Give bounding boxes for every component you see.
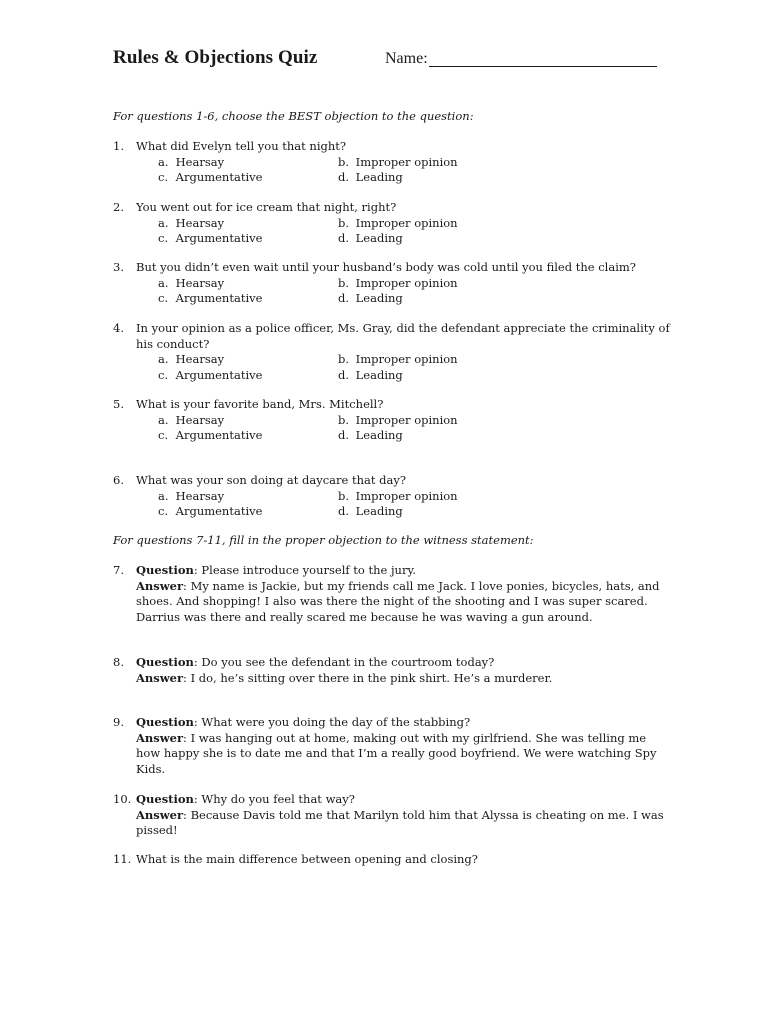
option-letter: c. <box>158 504 169 518</box>
question-text: : What were you doing the day of the stabbing? <box>193 715 471 729</box>
question-text: What did Evelyn tell you that night? <box>136 139 347 153</box>
answer-line <box>136 579 673 626</box>
answer-text: : I do, he’s sitting over there in the pink shirt. He’s a murderer. <box>183 670 553 685</box>
option-letter: d. <box>338 504 350 518</box>
option-d <box>338 368 403 384</box>
option-c <box>158 504 262 520</box>
option-letter: c. <box>158 170 169 184</box>
option-letter: b. <box>338 352 350 366</box>
question-body <box>136 655 673 686</box>
option-label: Argumentative <box>175 231 263 245</box>
question-line <box>136 715 673 731</box>
option-label: Leading <box>355 428 403 442</box>
question-label: Question <box>136 655 194 669</box>
option-a <box>158 352 224 368</box>
answer-text: : Because Davis told me that Marilyn told him that Alyssa is cheating on me. I was pissed! <box>136 807 664 837</box>
option-letter: b. <box>338 275 350 290</box>
option-letter: b. <box>338 154 350 169</box>
question-number: 1. <box>113 139 124 153</box>
option-d <box>338 428 403 444</box>
question-6 <box>113 473 673 520</box>
option-label: Argumentative <box>175 367 263 382</box>
option-label: Improper opinion <box>355 215 458 230</box>
question-10 <box>113 792 673 839</box>
option-a <box>158 413 224 429</box>
question-line <box>136 792 673 808</box>
answer-line <box>136 808 673 839</box>
question-label: Question <box>136 792 194 806</box>
option-b <box>338 413 458 429</box>
answer-text: : I was hanging out at home, making out with my girlfriend. She was telling me how happy she is to date me and that I’m a really good boyfriend. We were watching Spy Kids. <box>136 730 657 776</box>
question-text: What is the main difference between opening and closing? <box>136 852 478 866</box>
question-number: 6. <box>113 473 124 487</box>
option-label: Improper opinion <box>355 275 458 290</box>
option-label: Argumentative <box>175 504 263 518</box>
question-number: 7. <box>113 563 124 577</box>
option-b <box>338 155 458 171</box>
option-d <box>338 291 403 307</box>
question-label: Question <box>136 715 194 729</box>
section1-instruction: For questions 1-6, choose the BEST objection to the question: <box>113 109 474 123</box>
question-text: What was your son doing at daycare that day? <box>136 473 407 487</box>
option-c <box>158 231 262 247</box>
option-d <box>338 231 403 247</box>
page-title: Rules & Objections Quiz <box>113 47 318 68</box>
question-text: But you didn’t even wait until your husband’s body was cold until you filed the claim? <box>136 260 636 274</box>
option-letter: b. <box>338 215 350 230</box>
question-body <box>136 792 673 839</box>
option-letter: c. <box>158 231 169 245</box>
option-label: Leading <box>355 231 403 245</box>
option-letter: c. <box>158 291 169 305</box>
option-label: Hearsay <box>175 488 225 503</box>
options <box>158 155 673 186</box>
question-number: 11. <box>113 852 132 866</box>
question-text: : Do you see the defendant in the courtroom today? <box>193 655 495 669</box>
option-letter: a. <box>158 352 169 366</box>
option-c <box>158 291 262 307</box>
option-a <box>158 276 224 292</box>
question-3 <box>113 260 673 307</box>
option-b <box>338 489 458 505</box>
option-c <box>158 368 262 384</box>
question-9 <box>113 715 673 777</box>
options <box>158 489 673 520</box>
option-label: Hearsay <box>175 412 225 427</box>
option-letter: d. <box>338 170 350 184</box>
question-11 <box>113 852 673 868</box>
option-letter: d. <box>338 428 350 442</box>
question-text: : Why do you feel that way? <box>193 792 355 806</box>
section2-instruction: For questions 7-11, fill in the proper objection to the witness statement: <box>113 533 534 547</box>
option-label: Improper opinion <box>355 412 458 427</box>
option-a <box>158 489 224 505</box>
option-label: Hearsay <box>175 215 225 230</box>
question-line <box>136 655 673 671</box>
option-label: Hearsay <box>175 352 225 366</box>
question-5 <box>113 397 673 444</box>
option-label: Improper opinion <box>355 154 458 169</box>
option-label: Leading <box>355 367 403 382</box>
question-number: 9. <box>113 715 124 729</box>
question-8 <box>113 655 673 686</box>
options <box>158 276 673 307</box>
option-letter: a. <box>158 488 169 503</box>
option-letter: a. <box>158 215 169 230</box>
question-number: 3. <box>113 260 124 274</box>
name-blank-line <box>429 66 657 67</box>
question-number: 10. <box>113 792 132 806</box>
question-line <box>136 563 673 579</box>
options <box>158 413 673 444</box>
options <box>158 216 673 247</box>
question-text: In your opinion as a police officer, Ms. Gray, did the defendant appreciate the criminality of his conduct? <box>136 321 670 351</box>
question-2 <box>113 200 673 247</box>
option-d <box>338 504 403 520</box>
option-b <box>338 352 458 368</box>
question-7 <box>113 563 673 625</box>
option-letter: a. <box>158 275 169 290</box>
question-text: : Please introduce yourself to the jury. <box>193 563 417 577</box>
option-d <box>338 170 403 186</box>
option-letter: c. <box>158 367 169 382</box>
answer-label: Answer <box>136 807 184 822</box>
option-letter: d. <box>338 231 350 245</box>
question-text: You went out for ice cream that night, right? <box>136 200 397 214</box>
option-c <box>158 428 262 444</box>
answer-text: : My name is Jackie, but my friends call me Jack. I love ponies, bicycles, hats, and shoes. And shopping! I also was there the night of the shooting and I was super scared. Darrius was there and really scared me because he was waving a gun around. <box>136 578 660 624</box>
question-text: What is your favorite band, Mrs. Mitchell? <box>136 397 384 411</box>
question-number: 2. <box>113 200 124 214</box>
option-label: Leading <box>355 291 403 305</box>
answer-label: Answer <box>136 578 184 593</box>
question-body <box>136 715 673 777</box>
option-letter: c. <box>158 428 169 442</box>
question-1 <box>113 139 673 186</box>
option-label: Hearsay <box>175 154 225 169</box>
question-4 <box>113 321 673 383</box>
option-label: Leading <box>355 170 403 184</box>
option-label: Improper opinion <box>355 488 458 503</box>
option-c <box>158 170 262 186</box>
option-label: Hearsay <box>175 275 225 290</box>
option-label: Argumentative <box>175 428 263 442</box>
option-a <box>158 155 224 171</box>
question-body <box>136 563 673 625</box>
option-label: Improper opinion <box>355 352 458 366</box>
option-label: Argumentative <box>175 170 263 184</box>
question-number: 8. <box>113 655 124 669</box>
name-label: Name: <box>385 50 428 67</box>
question-number: 5. <box>113 397 124 411</box>
answer-line <box>136 671 673 687</box>
option-letter: b. <box>338 488 350 503</box>
question-label: Question <box>136 563 194 577</box>
option-a <box>158 216 224 232</box>
option-label: Argumentative <box>175 291 263 305</box>
option-letter: a. <box>158 412 169 427</box>
option-letter: a. <box>158 154 169 169</box>
option-b <box>338 276 458 292</box>
options <box>158 352 673 383</box>
answer-label: Answer <box>136 670 184 685</box>
answer-line <box>136 731 673 778</box>
question-number: 4. <box>113 321 124 335</box>
option-letter: d. <box>338 367 350 382</box>
option-b <box>338 216 458 232</box>
option-letter: d. <box>338 291 350 305</box>
option-label: Leading <box>355 504 403 518</box>
option-letter: b. <box>338 412 350 427</box>
answer-label: Answer <box>136 730 184 745</box>
